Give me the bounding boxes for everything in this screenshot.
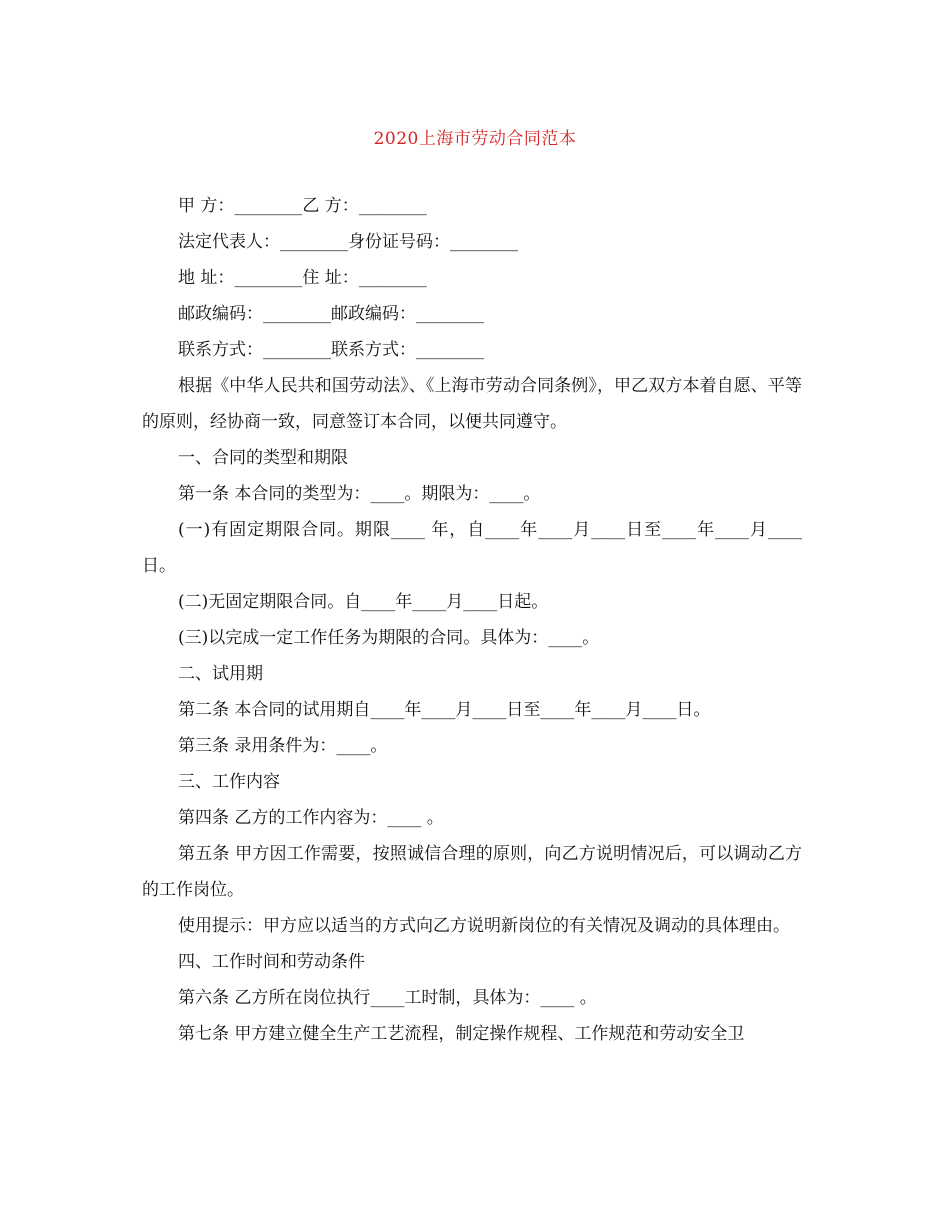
section-heading: 四、工作时间和劳动条件 — [178, 952, 365, 972]
article-paragraph: 第四条 乙方的工作内容为：____ 。 — [178, 808, 444, 828]
document-body — [142, 188, 802, 1052]
document-title: 2020上海市劳动合同范本 — [373, 129, 577, 149]
preamble-paragraph: 根据《中华人民共和国劳动法》、《上海市劳动合同条例》，甲乙双方本着自愿、平等的原则，经协商一致，同意签订本合同，以便共同遵守。 — [142, 376, 802, 432]
article-paragraph: 第七条 甲方建立健全生产工艺流程，制定操作规程、工作规范和劳动安全卫 — [178, 1024, 745, 1044]
contact-line: 联系方式：________联系方式：________ — [178, 340, 484, 360]
party-line: 甲 方：________乙 方：________ — [178, 196, 427, 216]
postcode-line: 邮政编码：________邮政编码：________ — [178, 304, 484, 324]
representative-line: 法定代表人：________身份证号码：________ — [178, 232, 518, 252]
article-paragraph: 第六条 乙方所在岗位执行____工时制，具体为：____ 。 — [178, 988, 597, 1008]
section-heading: 一、合同的类型和期限 — [178, 448, 348, 468]
clause-paragraph: (一)有固定期限合同。期限____ 年，自____年____月____日至____年____月____日。 — [142, 520, 802, 576]
clause-paragraph: (二)无固定期限合同。自____年____月____日起。 — [178, 592, 549, 612]
address-line: 地 址：________住 址：________ — [178, 268, 427, 288]
section-heading: 二、试用期 — [178, 664, 263, 684]
usage-tip-paragraph: 使用提示：甲方应以适当的方式向乙方说明新岗位的有关情况及调动的具体理由。 — [178, 916, 790, 936]
clause-paragraph: (三)以完成一定工作任务为期限的合同。具体为：____。 — [178, 628, 600, 648]
article-paragraph: 第三条 录用条件为：____。 — [178, 736, 388, 756]
section-heading: 三、工作内容 — [178, 772, 280, 792]
article-paragraph: 第一条 本合同的类型为：____。期限为：____。 — [178, 484, 541, 504]
article-paragraph: 第二条 本合同的试用期自____年____月____日至____年____月____日。 — [178, 700, 711, 720]
article-paragraph: 第五条 甲方因工作需要，按照诚信合理的原则，向乙方说明情况后，可以调动乙方的工作岗位。 — [142, 844, 802, 900]
